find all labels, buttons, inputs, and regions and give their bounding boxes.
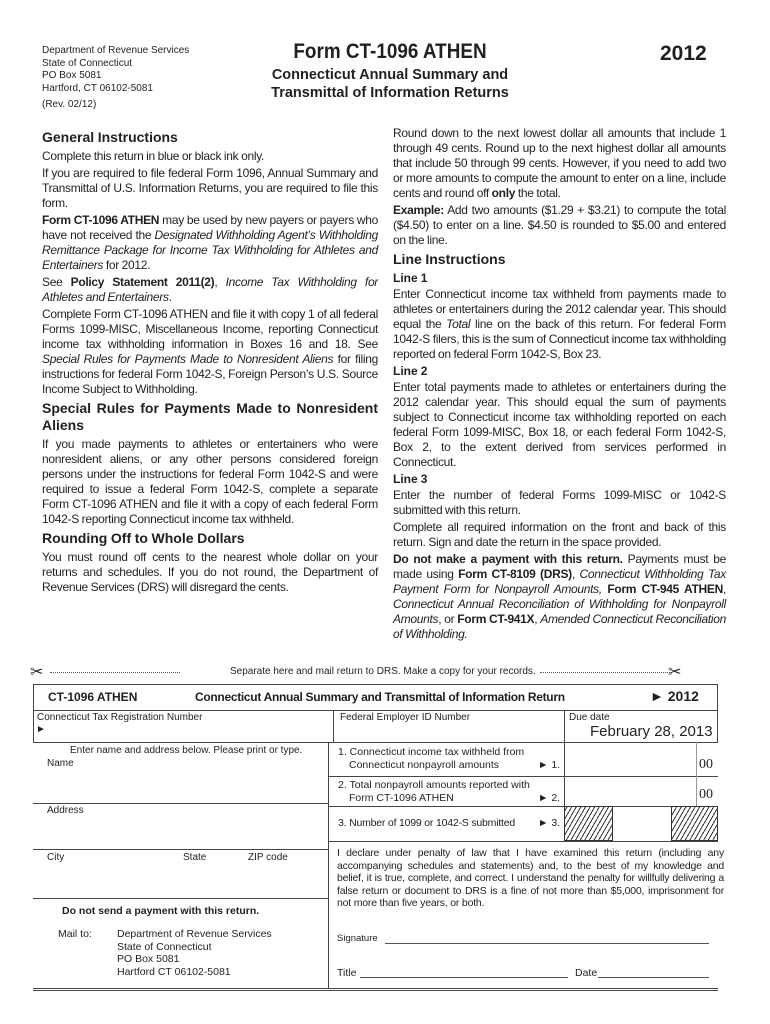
text-run: Complete Form CT-1096 ATHEN and file it with copy 1 of all federal Forms 1099-MISC, Miscellaneous Income, reporting Connecticut income tax withholding information in Boxes 16 and 18. See — [42, 307, 378, 351]
text-run: Example: — [393, 203, 444, 217]
text-run: for filing instructions for federal Form 1042-S, Foreign Person’s U.S. Source Income Subject to Withholding. — [42, 352, 378, 396]
subtitle-line: Connecticut Annual Summary and — [271, 67, 509, 83]
cut-line — [540, 672, 668, 673]
text-run: Amended Connecticut Reconciliation of Withholding. — [393, 612, 726, 641]
name-input[interactable] — [90, 758, 320, 798]
cut-line — [50, 672, 180, 673]
text-run: for 2012. — [103, 258, 151, 272]
zip-label: ZIP code — [248, 852, 288, 863]
agency-line: State of Connecticut — [42, 57, 133, 69]
instruction-paragraph — [42, 213, 378, 273]
instruction-paragraph — [393, 203, 726, 248]
agency-line: PO Box 5081 — [42, 70, 102, 81]
line-text: Connecticut nonpayroll amounts — [349, 759, 500, 771]
text-run: Enter total payments made to athletes or entertainers during the 2012 calendar year. This should equal the sum of payments subject to Connecticut income tax withholding reported on each federal Form 1099-MISC, Box 18, or each federal Form 1042-S, Box 2, to the extent derived from services performed in Connecticut. — [393, 380, 726, 469]
date-input[interactable] — [598, 966, 709, 978]
text-run: Connecticut Annual Reconciliation of Withholding for Nonpayroll Amounts — [393, 597, 726, 626]
agency-line: Department of Revenue Services — [42, 45, 190, 56]
line-heading: Line 3 — [393, 472, 428, 486]
instruction-paragraph — [42, 437, 378, 527]
form-code: CT-1096 ATHEN — [48, 690, 138, 704]
text-run: , — [214, 275, 226, 289]
text-run: the total. — [515, 186, 561, 200]
line-3-label: 3. Number of 1099 or 1042-S submitted — [338, 817, 516, 829]
instruction-paragraph — [393, 552, 726, 642]
title-label: Title — [337, 967, 357, 979]
hatched-area — [671, 806, 718, 841]
form-subtitle — [235, 66, 545, 102]
text-run: , or — [438, 612, 458, 626]
mail-to-label: Mail to: — [58, 928, 92, 940]
city-label: City — [47, 852, 65, 863]
form-title: Form CT-1096 ATHEN — [293, 40, 487, 63]
section-heading: Rounding Off to Whole Dollars — [42, 530, 245, 546]
section-heading: Line Instructions — [393, 251, 506, 267]
text-run: Form CT-941X — [457, 612, 535, 626]
text-run: If you are required to file federal Form 1096, Annual Summary and Transmittal of U.S. Information Returns, you are required to file this form. — [42, 166, 378, 210]
line-2-cents: 00 — [699, 787, 713, 802]
signature-label: Signature — [337, 933, 378, 944]
right-column — [393, 126, 726, 644]
text-run: Complete all required information on the front and back of this return. Sign and date the return in the space provided. — [393, 520, 726, 549]
form-year: 2012 — [660, 42, 707, 65]
mail-address — [117, 928, 272, 978]
line-1-number: ► 1. — [538, 759, 561, 771]
reg-number-input[interactable]: ► — [36, 724, 46, 735]
text-run: Complete this return in blue or black ink only. — [42, 149, 265, 163]
line-text: 2. Total nonpayroll amounts reported with — [338, 779, 530, 791]
text-run: Add two amounts ($1.29 + $3.21) to compute the total ($4.50) to enter on a line. $4.50 is rounded to $5.00 and entered on the line. — [393, 203, 726, 247]
text-run: . — [168, 290, 172, 304]
line-2-number: ► 2. — [538, 792, 561, 804]
subtitle-line: Transmittal of Information Returns — [271, 85, 509, 101]
line-3-number: ► 3. — [538, 817, 561, 829]
line-number: 3. — [551, 817, 561, 829]
mail-line: Department of Revenue Services — [117, 928, 272, 940]
scissors-icon: ✂ — [668, 664, 682, 681]
title-input[interactable] — [360, 966, 568, 978]
instruction-paragraph — [393, 287, 726, 362]
text-run: Round down to the next lowest dollar all amounts that include 1 through 49 cents. Round up to the next highest dollar all amounts that include 50 through 99 cents. However, if you need to add two or more amounts to compute the amount to enter on a line, include cents and round off — [393, 126, 726, 200]
form-bottom-border — [33, 988, 718, 991]
fein-label: Federal Employer ID Number — [340, 712, 471, 723]
instruction-paragraph — [42, 275, 378, 305]
fein-input[interactable] — [340, 724, 560, 740]
line-text: Form CT-1096 ATHEN — [349, 792, 454, 804]
text-run: , — [534, 612, 541, 626]
line-text: 1. Connecticut income tax withheld from — [338, 746, 525, 758]
line-3-count-input[interactable] — [614, 807, 670, 840]
signature-input[interactable] — [385, 932, 709, 944]
text-run: If you made payments to athletes or entertainers who were nonresident aliens, or any other persons considered foreign persons under the instructions for federal Form 1042-S and were required to issue a federal Form 1042-S, complete a separate Form CT-1096 ATHEN and file it with a copy of each federal Form 1042-S reporting Connecticut income tax withheld. — [42, 437, 378, 526]
text-run: , — [571, 567, 580, 581]
name-label: Name — [47, 758, 74, 769]
hatched-area — [564, 806, 613, 841]
line-heading: Line 1 — [393, 271, 428, 285]
instruction-paragraph — [393, 126, 726, 201]
section-heading: General Instructions — [42, 129, 178, 145]
mail-line: Hartford CT 06102-5081 — [117, 965, 231, 978]
line-number: 1. — [551, 759, 561, 771]
line-2-amount-input[interactable] — [565, 777, 695, 806]
mail-line: PO Box 5081 — [117, 953, 180, 965]
address-label: Address — [47, 805, 84, 816]
name-instructions: Enter name and address below. Please print or type. — [70, 745, 303, 756]
text-run: Connecticut Withholding Tax Payment Form for Nonpayroll Amounts, — [393, 567, 726, 596]
text-run: , — [722, 582, 726, 596]
text-run: Enter Connecticut income tax withheld from payments made to athletes or entertainers during the 2012 calendar year. This should equal the — [393, 287, 726, 331]
instruction-paragraph — [393, 520, 726, 550]
left-column — [42, 126, 378, 597]
date-label: Date — [575, 967, 598, 979]
instruction-paragraph — [42, 166, 378, 211]
text-run: Do not make a payment with this return. — [393, 552, 623, 566]
section-heading: Special Rules for Payments Made to Nonresident Aliens — [42, 400, 378, 433]
revision: (Rev. 02/12) — [42, 99, 97, 110]
line-1-cents: 00 — [699, 757, 713, 772]
no-payment-notice: Do not send a payment with this return. — [62, 905, 260, 917]
form-return-title: Connecticut Annual Summary and Transmittal of Information Return — [195, 690, 565, 704]
form-year-box: ► 2012 — [650, 688, 699, 704]
state-label: State — [183, 852, 207, 863]
due-date-value: February 28, 2013 — [590, 723, 713, 740]
text-run: Designated Withholding Agent’s Withholding Remittance Package for Income Tax Withholding for Athletes and Entertainers — [42, 228, 378, 272]
declaration-text: I declare under penalty of law that I have examined this return (including any accompanying schedules and statements) and, to the best of my knowledge and belief, it is true, complete, and correct. I understand the penalty for willfully delivering a false return or document to DRS is a fine of not more than $5,000, imprisonment for not more than five years, or both. — [337, 847, 724, 909]
text-run: You must round off cents to the nearest whole dollar on your returns and schedules. If you do not round, the Department of Revenue Services (DRS) will disregard the cents. — [42, 550, 378, 594]
mail-line: State of Connecticut — [117, 940, 212, 953]
text-run: See — [42, 275, 71, 289]
text-run: Income Tax Withholding for Athletes and Entertainers — [42, 275, 379, 304]
address-input[interactable] — [90, 805, 320, 845]
text-run: Payments must be made using — [393, 552, 726, 581]
year-value: 2012 — [667, 688, 699, 704]
text-run: Form CT-945 ATHEN — [607, 582, 723, 596]
text-run: Policy Statement 2011(2) — [70, 275, 215, 289]
separate-instruction: Separate here and mail return to DRS. Make a copy for your records. — [230, 666, 536, 677]
text-run: Special Rules for Payments Made to Nonresident Aliens — [42, 352, 334, 366]
line-1-amount-input[interactable] — [565, 743, 695, 776]
text-run: may be used by new payers or payers who have not received the — [42, 213, 378, 242]
instruction-paragraph — [42, 550, 378, 595]
agency-address — [42, 45, 189, 112]
text-run: Form CT-8109 (DRS) — [458, 567, 572, 581]
text-run: Form CT-1096 ATHEN — [42, 213, 160, 227]
due-date-label: Due date — [569, 712, 610, 723]
instruction-paragraph — [42, 149, 378, 164]
line-number: 2. — [551, 792, 561, 804]
scissors-icon: ✂ — [30, 664, 44, 681]
text-run: line on the back of this return. For federal Form 1042-S filers, this is the sum of Connecticut income tax withholding reported on federal Form 1042-S, Box 23. — [393, 317, 726, 361]
agency-line: Hartford, CT 06102-5081 — [42, 82, 153, 94]
text-run: only — [491, 186, 516, 200]
text-run: Enter the number of federal Forms 1099-MISC or 1042-S submitted with this return. — [393, 488, 726, 517]
instruction-paragraph — [393, 488, 726, 518]
reg-number-label: Connecticut Tax Registration Number — [37, 712, 203, 723]
instruction-paragraph — [393, 380, 726, 470]
line-1-label — [338, 746, 524, 772]
line-2-label — [338, 779, 530, 805]
city-state-zip-input[interactable] — [40, 864, 320, 894]
instruction-paragraph — [42, 307, 378, 397]
line-heading: Line 2 — [393, 364, 428, 378]
text-run: Total — [446, 317, 471, 331]
